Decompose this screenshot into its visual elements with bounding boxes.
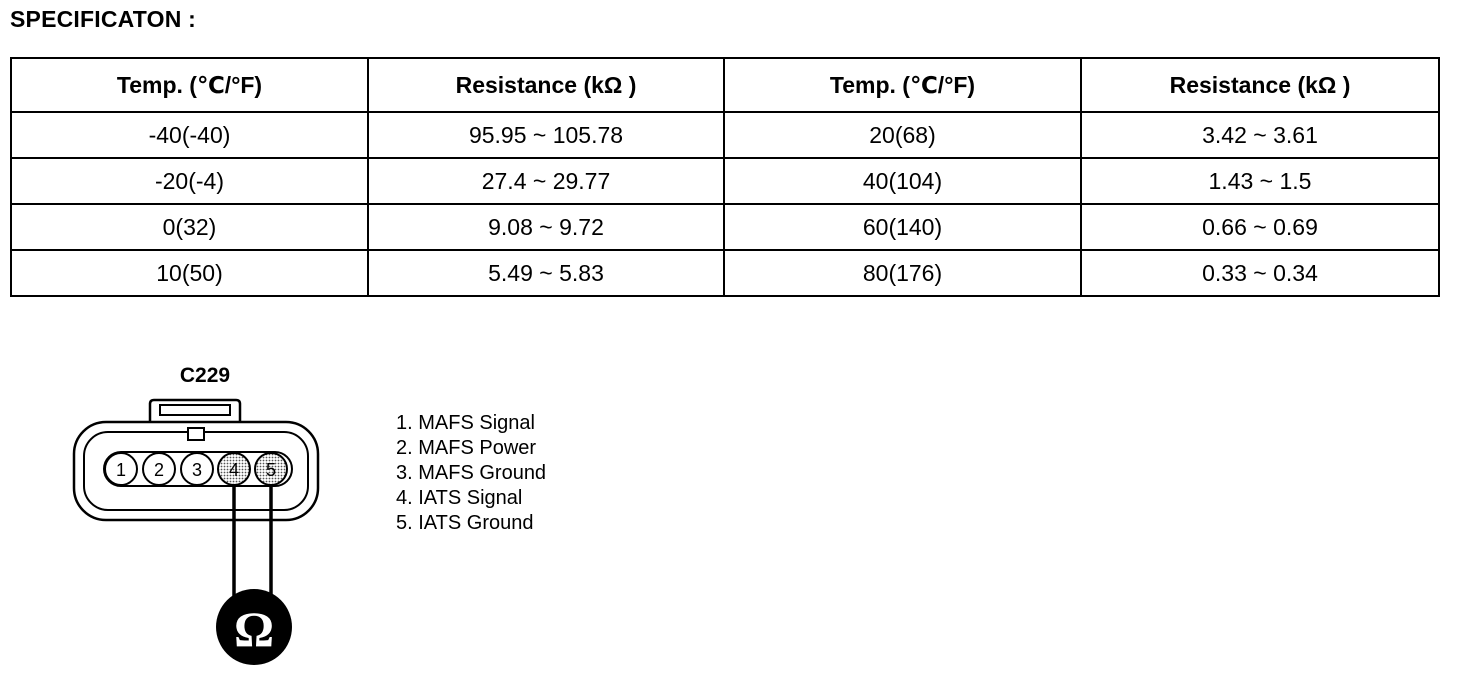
table-row (11, 112, 1439, 158)
table-cell: 10(50) (11, 250, 368, 296)
connector-label: C229 (179, 364, 231, 387)
pin-3 (181, 453, 213, 485)
pin-3-label: 3 (191, 460, 203, 480)
connector-latch-slot (160, 405, 230, 415)
table-cell: 80(176) (724, 250, 1081, 296)
table-row (11, 250, 1439, 296)
pin-1 (105, 453, 137, 485)
table-cell: 20(68) (724, 112, 1081, 158)
connector-drawing (70, 360, 370, 670)
pin-2 (143, 453, 175, 485)
header-resistance-1: Resistance (kΩ ) (368, 58, 724, 112)
table-cell: -20(-4) (11, 158, 368, 204)
table-row (11, 204, 1439, 250)
table-header-row (11, 58, 1439, 112)
table-cell: 1.43 ~ 1.5 (1081, 158, 1439, 204)
legend-item: 5. IATS Ground (396, 512, 534, 534)
header-temp-1: Temp. (℃/°F) (11, 58, 368, 112)
pin-4 (218, 453, 250, 485)
table-cell: 95.95 ~ 105.78 (368, 112, 724, 158)
table-row (11, 158, 1439, 204)
table-cell: 40(104) (724, 158, 1081, 204)
connector-latch (150, 400, 240, 422)
table-cell: 0(32) (11, 204, 368, 250)
table-cell: 27.4 ~ 29.77 (368, 158, 724, 204)
pin-2-label: 2 (153, 460, 165, 480)
pin-5 (255, 453, 287, 485)
table-cell: 3.42 ~ 3.61 (1081, 112, 1439, 158)
legend-item: 2. MAFS Power (396, 437, 537, 459)
table-cell: -40(-40) (11, 112, 368, 158)
legend-item: 1. MAFS Signal (396, 412, 535, 434)
page-title: SPECIFICATON : (10, 6, 196, 32)
pin-legend (396, 411, 546, 536)
connector-key (188, 428, 204, 440)
table-cell: 60(140) (724, 204, 1081, 250)
table-cell: 0.66 ~ 0.69 (1081, 204, 1439, 250)
ohm-symbol: Ω (233, 601, 275, 657)
pin-5-label: 5 (265, 460, 277, 480)
table-cell: 9.08 ~ 9.72 (368, 204, 724, 250)
legend-item: 3. MAFS Ground (396, 462, 547, 484)
pin-4-label: 4 (228, 460, 240, 480)
connector-diagram (70, 360, 370, 670)
header-temp-2: Temp. (℃/°F) (724, 58, 1081, 112)
table-cell: 5.49 ~ 5.83 (368, 250, 724, 296)
spec-table (10, 57, 1440, 297)
table-cell: 0.33 ~ 0.34 (1081, 250, 1439, 296)
header-resistance-2: Resistance (kΩ ) (1081, 58, 1439, 112)
pin-1-label: 1 (115, 460, 127, 480)
legend-item: 4. IATS Signal (396, 487, 523, 509)
